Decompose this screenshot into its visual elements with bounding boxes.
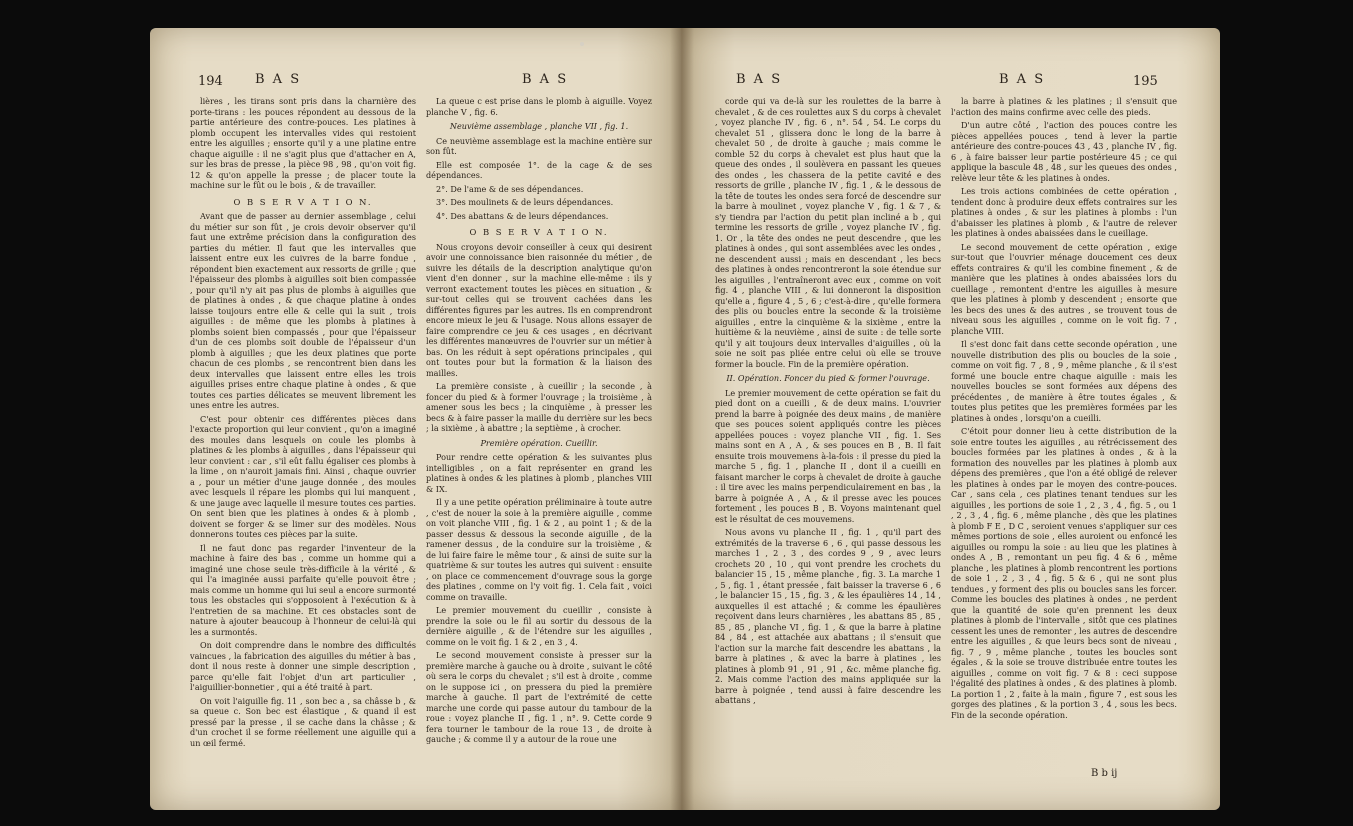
running-head-left-col2: B A S bbox=[522, 72, 569, 87]
section-heading: O B S E R V A T I O N. bbox=[233, 196, 373, 207]
section-heading: O B S E R V A T I O N. bbox=[469, 227, 609, 237]
left-column-1 bbox=[190, 96, 416, 796]
paragraph: On doit comprendre dans le nombre des difficultés vaincues , la fabrication des aiguilles du métier à bas , dont il nous reste à donner une simple description , parce qu'elle fait l'objet d'un art particulier , l'aiguillier-bonnetier , qui a été traité à part. bbox=[190, 640, 416, 692]
left-column-2 bbox=[426, 96, 652, 796]
paragraph: corde qui va de-là sur les roulettes de la barre à chevalet , & de ces roulettes aux S du corps à chevalet , voyez planche IV , fig. 6 , n°. 54 , 54. Le corps du chevalet 51 , glissera donc le long de la barre à chevalet 50 , de droite à gauche ; mais comme le comble 52 du corps à chevalet est plus haut que la queue des ondes , il soulèvera en passant les queues des ondes , les chassera de la petite cavité e des ressorts de grille , planche IV , fig. 1 , & le dessous de la tête de toutes les ondes sera forcé de descendre sur la barre à moulinet , voyez planche V , fig. 1 & 7 , & s'y tiendra par l'action du petit plan incliné a b , qui termine les ressorts de grille , voyez planche IV , fig. 1. Or , la tête des ondes ne peut descendre , que les platines à ondes , qui sont assemblées avec les ondes , ne descendent aussi ; mais en descendant , les becs des platines à ondes rencontreront la soie étendue sur les aiguilles , l'entraîneront avec eux , comme on voit fig. 4 , planche VIII , & lui donneront la disposition qu'elle a , figure 4 , 5 , 6 ; c'est-à-dire , qu'elle formera des plis ou boucles entre la seconde & la troisième aiguilles , entre la cinquième & la sixième , entre la huitième & la neuvième , ainsi de suite : de telle sorte qu'il y ait toujours deux intervalles d'aiguilles , où la soie ne soit pas pliée entre celui où elle se trouve former la boucle. Fin de la première opération. bbox=[715, 96, 941, 369]
paragraph: Le premier mouvement du cueillir , consiste à prendre la soie ou le fil au sortir du dessous de la dernière aiguille , & de l'étendre sur les aiguilles , comme on le voit fig. 1 & 2 , en 3 , 4. bbox=[426, 605, 652, 647]
paragraph: 3°. Des moulinets & de leurs dépendances. bbox=[436, 197, 614, 207]
paragraph: Il y a une petite opération préliminaire à toute autre , c'est de nouer la soie à la première aiguille , comme on voit planche VIII , fig. 1 & 2 , au point 1 ; & de la passer dessus & dessous la seconde aiguille , de la ramener dessus , de la conduire sur la troisième , & de lui faire faire le même tour , & ainsi de suite sur la quatrième & sur toutes les autres qui suivent : ensuite , on place ce commencement d'ouvrage sous la gorge des platines , comme on l'y voit fig. 1. Cela fait , voici comme on travaille. bbox=[426, 497, 652, 602]
paragraph: Elle est composée 1°. de la cage & de ses dépendances. bbox=[426, 159, 652, 180]
paragraph: Le premier mouvement de cette opération se fait du pied dont on a cueilli , & de deux mains. L'ouvrier prend la barre à poignée des deux mains , de manière que ses pouces soient appliqués contre les pièces appellées pouces : voyez planche VII , fig. 1. Ses mains sont en A , A , & ses pouces en B , B. Il fait ensuite trois mouvemens à-la-fois : il presse du pied la marche 5 , fig. 1 , planche II , dont il a cueilli en faisant marcher le corps à chevalet de droite à gauche : il tire avec les mains perpendiculairement en bas , la barre à poignée A , A , & il presse avec les pouces fortement , les pouces B , B. Voyons maintenant quel est le résultat de ces mouvemens. bbox=[715, 387, 941, 524]
paragraph: Nous avons vu planche II , fig. 1 , qu'il part des extrémités de la traverse 6 , 6 , qui passe dessous les marches 1 , 2 , 3 , des cordes 9 , 9 , avec leurs crochets 20 , 10 , qui vont prendre les crochets du balancier 15 , 15 , même planche , fig. 3. La marche 1 , 5 , fig. 1 , étant pressée , fait baisser la traverse 6 , 6 , le balancier 15 , 15 , fig. 3 , & les épaulières 14 , 14 , auxquelles il est attaché ; & comme les épaulières reçoivent dans leurs charnières , les abattans 85 , 85 , 85 , 85 , planche VI , fig. 1 , & que la barre à platine 84 , 84 , est attachée aux abattans ; il s'ensuit que l'action sur la marche fait descendre les abattans , la barre à platines , & avec la barre à platines , les platines à plomb 91 , 91 , 91 , &c. même planche fig. 2. Mais comme l'action des mains appliquée sur la barre à poignée , tend aussi à faire descendre les abattans , bbox=[715, 527, 941, 705]
paragraph: Le second mouvement consiste à presser sur la première marche à gauche ou à droite , suivant le côté où sera le corps du chevalet ; s'il est à droite , comme on le suppose ici , on pressera du pied la première marche à gauche. Il part de l'extrémité de cette marche une corde qui passe autour du tambour de la roue : voyez planche II , fig. 1 , n°. 9. Cette corde 9 fera tourner le tambour de la roue 13 , de droite à gauche ; & comme il y a autour de la roue une bbox=[426, 650, 652, 744]
paragraph: Il ne faut donc pas regarder l'inventeur de la machine à faire des bas , comme un homme qui a imaginé une chose seule très-difficile à la vérité , & qui l'a imaginée aussi parfaite qu'elle pouvoit être ; mais comme un homme qui lui seul a encore surmonté tous les obstacles qui s'opposoient à l'exécution & à l'entretien de sa machine. Et ces obstacles sont de nature à ajouter beaucoup à l'honneur de celui-là qui les a surmontés. bbox=[190, 542, 416, 637]
left-page bbox=[150, 28, 681, 810]
paragraph: La queue c est prise dans le plomb à aiguille. Voyez planche V , fig. 6. bbox=[426, 96, 652, 117]
running-head-right-col2: B A S bbox=[999, 72, 1046, 87]
page-number-right: 195 bbox=[1133, 74, 1158, 89]
paragraph: D'un autre côté , l'action des pouces contre les pièces appellées pouces , tend à lever la partie antérieure des contre-pouces 43 , 43 , planche IV , fig. 6 , à faire baisser leur partie postérieure 45 ; ce qui applique la bascule 48 , 48 , sur les queues des ondes , relève leur tête & les platines à ondes. bbox=[951, 120, 1177, 183]
paragraph: lières , les tirans sont pris dans la charnière des porte-tirans : les pouces répondent au dessous de la partie antérieure des contre-pouces. Les platines à plomb occupent les intervalles vides qui restoient entre les aiguilles ; ensorte qu'il y a une platine entre chaque aiguille : il ne s'agit plus que d'attacher en A, sur les bras de presse , la pièce 98 , 98 , qu'on voit fig. 12 & qu'on appelle la presse ; de placer toute la machine sur le fût ou le bois , & de travailler. bbox=[190, 96, 416, 190]
running-head-right-col1: B A S bbox=[736, 72, 783, 87]
binding-dot bbox=[580, 42, 584, 46]
paragraph: 4°. Des abattans & de leurs dépendances. bbox=[436, 210, 609, 221]
paragraph: Nous croyons devoir conseiller à ceux qui desirent avoir une connoissance bien raisonnée du métier , de suivre les détails de la description analytique qu'on vient d'en donner , sur la machine elle-même : ils y verront exactement toutes les pièces en situation , & sur-tout celles qui se trouvent cachées dans les différentes figures par les autres. Ils en comprendront encore mieux le jeu & l'usage. Nous allons essayer de faire comprendre ce jeu & ces usages , en décrivant les différentes manœuvres de l'ouvrier sur un métier à bas. On les réduit à sept opérations principales , qui ont toutes pour but la formation & la liaison des mailles. bbox=[426, 241, 652, 378]
paragraph: Pour rendre cette opération & les suivantes plus intelligibles , on a fait représenter en grand les platines à ondes & les platines à plomb , planches VIII & IX. bbox=[426, 452, 652, 494]
paragraph: On voit l'aiguille fig. 11 , son bec a , sa châsse b , & sa queue c. Son bec est élastique , & quand il est pressé par la presse , il se cache dans la châsse ; & d'un crochet il se forme réellement une aiguille qui a un œil fermé. bbox=[190, 695, 416, 748]
running-head-left-col1: B A S bbox=[255, 72, 302, 87]
paragraph: C'étoit pour donner lieu à cette distribution de la soie entre toutes les aiguilles , au rétrécissement des boucles formées par les platines à ondes , & à la formation des nouvelles par les platines à plomb aux dépens des premières , que l'on a été obligé de relever les platines à ondes par le moyen des contre-pouces. Car , sans cela , ces platines tenant tendues sur les aiguilles , les portions de soie 1 , 2 , 3 , 4 , fig. 5 , ou 1 , 2 , 3 , 4 , fig. 6 , même planche , dès que les platines à plomb F E , D C , seroient venues s'appliquer sur ces mêmes portions de soie , elles auroient ou enfoncé les aiguilles ou rompu la soie : au lieu que les platines à ondes A , B , remontant un peu fig. 4 & 6 , même planche , les platines à plomb rencontrent les portions de soie 1 , 2 , 3 , 4 , fig. 5 & 6 , qui ne sont plus tendues , y forment des plis ou boucles sans les forcer. Comme les boucles des platines à ondes , ne perdent que la quantité de soie qu'en prennent les deux platines à plomb de l'intervalle , sitôt que ces platines cessent les unes de remonter , les autres de descendre entre les aiguilles , & que leurs becs sont de niveau , fig. 7 , 9 , même planche , toutes les boucles sont égales , & la soie se trouve distribuée entre toutes les aiguilles , comme on voit fig. 7 & 8 : ceci suppose l'égalité des platines à ondes , & des platines à plomb. La portion 1 , 2 , faite à la main , figure 7 , est sous les gorges des platines , & la portion 3 , 4 , sous les becs. Fin de la seconde opération. bbox=[951, 426, 1177, 720]
right-column-2 bbox=[951, 96, 1177, 756]
paragraph: Ce neuvième assemblage est la machine entière sur son fût. bbox=[426, 135, 652, 156]
paragraph: Le second mouvement de cette opération , exige sur-tout que l'ouvrier ménage doucement ces deux effets contraires & qu'il les combine finement , & de manière que les platines à ondes abaissées lors du cueillage , remontent d'entre les aiguilles à mesure que les platines à plomb y descendent ; ensorte que les becs des unes & des autres , se trouvent tous de niveau sous les aiguilles , comme on le voit fig. 7 , planche VIII. bbox=[951, 241, 1177, 336]
paragraph: C'est pour obtenir ces différentes pièces dans l'exacte proportion qui leur convient , qu'on a imaginé des moules dans lesquels on coule les plombs à platines & les plombs à aiguilles , dans l'épaisseur qui leur convient : car , s'il eût fallu égaliser ces plombs à la lime , on n'auroit jamais fini. Ainsi , chaque ouvrier a , pour un métier d'une jauge donnée , des moules avec lesquels il répare les plombs qui lui manquent , & une jauge avec laquelle il mesure toutes ces parties. On sent bien que les platines à ondes & à plomb , doivent se forger & se limer sur des modèles. Nous donnerons toutes ces pièces par la suite. bbox=[190, 413, 416, 539]
subsection-heading: Neuvième assemblage , planche VII , fig. 1. bbox=[449, 121, 629, 131]
paragraph: 2°. De l'ame & de ses dépendances. bbox=[436, 183, 584, 194]
book-gutter bbox=[670, 28, 694, 810]
paragraph: Les trois actions combinées de cette opération , tendent donc à produire deux effets contraires sur les platines à ondes , & sur les platines à plombs : l'un d'abaisser les platines à plomb , & l'autre de relever les platines à ondes abaissées dans le cueillage. bbox=[951, 186, 1177, 238]
right-page bbox=[681, 28, 1220, 810]
signature-mark: B b ij bbox=[1091, 768, 1118, 779]
paragraph: Il s'est donc fait dans cette seconde opération , une nouvelle distribution des plis ou boucles de la soie , comme on voit fig. 7 , 8 , 9 , même planche , & il s'est formé une boucle entre chaque aiguille : mais les nouvelles boucles se sont formées aux dépens des précédentes , de manière à être toutes égales , & toutes plus petites que les premières formées par les platines à ondes , lorsqu'on a cueilli. bbox=[951, 339, 1177, 423]
paragraph: La première consiste , à cueillir ; la seconde , à foncer du pied & à former l'ouvrage ; la troisième , à amener sous les becs ; la cinquième , à presser les becs & à faire passer la maille du derrière sur les becs ; la sixième , à abattre ; la septième , à crocher. bbox=[426, 381, 652, 433]
paragraph: la barre à platines & les platines ; il s'ensuit que l'action des mains confirme avec celle des pieds. bbox=[951, 96, 1177, 117]
subsection-heading: Première opération. Cueillir. bbox=[480, 437, 598, 448]
right-column-1 bbox=[715, 96, 941, 761]
page-number-left: 194 bbox=[198, 74, 223, 89]
subsection-heading: II. Opération. Foncer du pied & former l'ouvrage. bbox=[726, 373, 930, 383]
paragraph: Avant que de passer au dernier assemblage , celui du métier sur son fût , je crois devoir observer qu'il faut une extrême précision dans la configuration des parties du métier. Il faut que les intervalles que laissent entre eux les cuivres de la barre fondue , répondent bien exactement aux ressorts de grille ; que l'épaisseur des plombs à aiguilles soit bien compassée , pour qu'il n'y ait pas plus de plombs à aiguilles que de platines à ondes , & que chaque platine à ondes laisse toujours entre elle & celle qui la suit , trois aiguilles : de même que les plombs à platines à plombs soient bien compassés , pour que l'épaisseur d'un de ces plombs soit double de l'épaisseur d'un plomb à aiguilles ; que les deux platines que porte chacun de ces plombs , se rencontrent bien dans les deux intervalles que laissent entre elles les trois aiguilles prises entre chaque platine à ondes , & que toutes ces parties délicates se meuvent librement les unes entre les autres. bbox=[190, 211, 416, 410]
open-book bbox=[150, 28, 1220, 810]
